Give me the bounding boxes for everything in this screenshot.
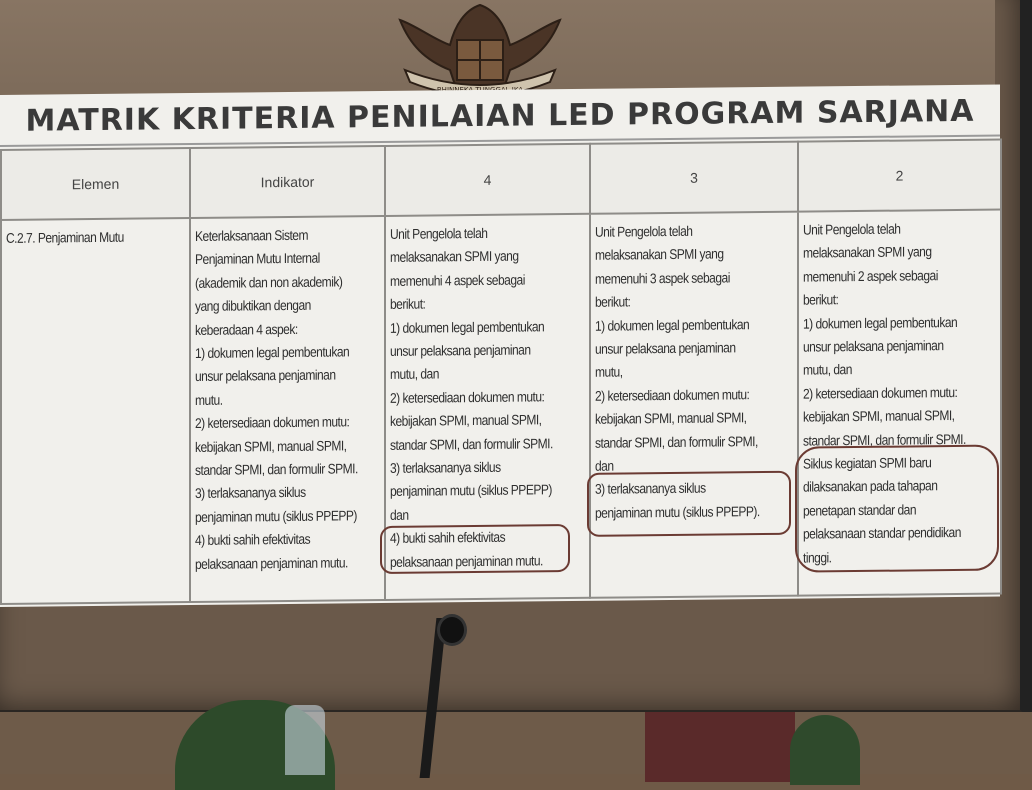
cell-score-3 (590, 212, 798, 598)
cell-score-4 (385, 214, 590, 600)
slide (0, 85, 1000, 607)
highlight-circle (587, 471, 791, 537)
red-object (645, 712, 795, 782)
highlight-circle (795, 445, 999, 573)
header-elemen: Elemen (1, 148, 190, 220)
criteria-matrix-table (0, 139, 1002, 605)
slide-title: MATRIK KRITERIA PENILAIAN LED PROGRAM SARJANA (0, 89, 1000, 147)
highlight-circle (380, 524, 570, 574)
header-indikator: Indikator (190, 146, 385, 218)
score-3-text: Unit Pengelola telah melaksanakan SPMI yang memenuhi 3 aspek sebagai berikut: 1) dokumen legal pembentukan unsur pelaksana penjaminan mutu, 2) ketersediaan dokumen mutu: kebijakan SPMI, manual SPMI, standar SPMI, dan formulir SPMI, dan 3) terlaksananya siklus penjaminan mutu (siklus PPEPP). (595, 222, 760, 521)
header-score-2: 2 (798, 140, 1001, 212)
header-score-3: 3 (590, 142, 798, 214)
indikator-text: Keterlaksanaan Sistem Penjaminan Mutu Internal (akademik dan non akademik) yang dibuktikan dengan keberadaan 4 aspek: 1) dokumen legal pembentukan unsur pelaksana penjaminan mutu. 2) ketersediaan dokumen mutu: kebijakan SPMI, manual SPMI, standar SPMI, dan formulir SPMI. 3) terlaksananya siklus penjaminan mutu (siklus PPEPP) 4) bukti sahih efektivitas pelaksanaan penjaminan mutu. (195, 226, 358, 572)
table-header-row (1, 140, 1001, 220)
microphone-icon (437, 614, 467, 646)
chair (790, 715, 860, 785)
score-2-text: Unit Pengelola telah melaksanakan SPMI yang memenuhi 2 aspek sebagai berikut: 1) dokumen legal pembentukan unsur pelaksana penjaminan mutu, dan 2) ketersediaan dokumen mutu: kebijakan SPMI, manual SPMI, standar SPMI, dan formulir SPMI. Siklus kegiatan SPMI baru dilaksanakan pada tahapan penetapan standar dan pelaksanaan standar pendidikan tinggi. (803, 220, 966, 566)
cell-indikator (190, 216, 385, 602)
cell-score-2 (798, 210, 1001, 596)
table-row (1, 210, 1001, 604)
water-bottle (285, 705, 325, 775)
header-score-4: 4 (385, 144, 590, 216)
elemen-text: C.2.7. Penjaminan Mutu (6, 228, 124, 246)
score-4-text: Unit Pengelola telah melaksanakan SPMI yang memenuhi 4 aspek sebagai berikut: 1) dokumen legal pembentukan unsur pelaksana penjaminan mutu, dan 2) ketersediaan dokumen mutu: kebijakan SPMI, manual SPMI, standar SPMI, dan formulir SPMI. 3) terlaksananya siklus penjaminan mutu (siklus PPEPP) dan 4) bukti sahih efektivitas pelaksanaan penjaminan mutu. (390, 224, 553, 570)
floor (0, 712, 1032, 774)
cell-elemen (1, 218, 190, 604)
